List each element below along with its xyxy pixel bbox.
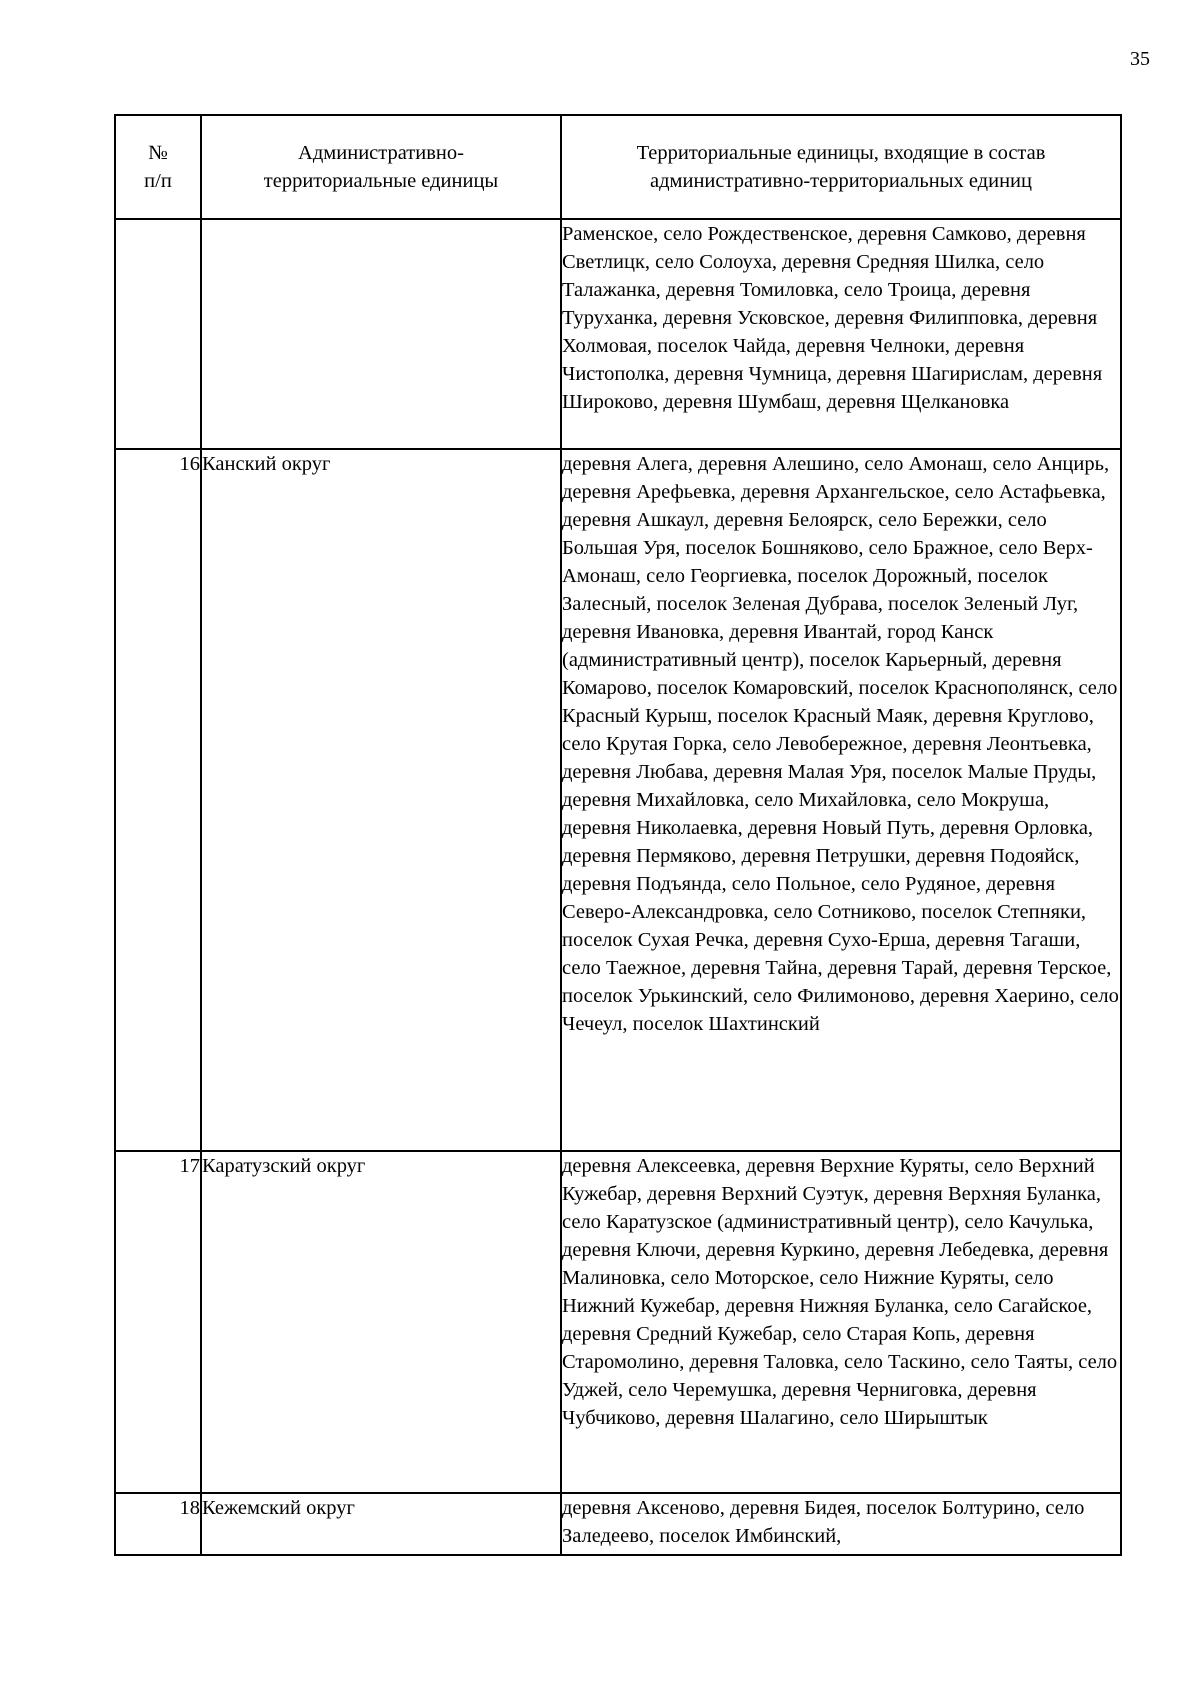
table-header-row — [115, 115, 1121, 219]
header-terr-line2: административно-территориальных единиц — [649, 170, 1032, 192]
header-admin-line2: территориальные единицы — [263, 170, 499, 192]
row-territories: деревня Алега, деревня Алешино, село Амонаш, село Анцирь, деревня Арефьевка, деревня Архангельское, село Астафьевка, деревня Ашкаул, деревня Белоярск, село Бережки, село Большая Уря, поселок Бошняково, село Бражное, село Верх-Амонаш, село Георгиевка, поселок Дорожный, поселок Залесный, поселок Зеленая Дубрава, поселок Зеленый Луг, деревня Ивановка, деревня Ивантай, город Канск (административный центр), поселок Карьерный, деревня Комарово, поселок Комаровский, поселок Краснополянск, село Красный Курыш, поселок Красный Маяк, деревня Круглово, село Крутая Горка, село Левобережное, деревня Леонтьевка, деревня Любава, деревня Малая Уря, поселок Малые Пруды, деревня Михайловка, село Михайловка, село Мокруша, деревня Николаевка, деревня Новый Путь, деревня Орловка, деревня Пермяково, деревня Петрушки, деревня Подояйск, деревня Подъянда, село Польное, село Рудяное, деревня Северо-Александровка, село Сотниково, поселок Степняки, поселок Сухая Речка, деревня Сухо-Ерша, деревня Тагаши, село Таежное, деревня Тайна, деревня Тарай, деревня Терское, поселок Урькинский, село Филимоново, деревня Хаерино, село Чечеул, поселок Шахтинский — [561, 449, 1121, 1151]
row-admin-unit: Канский округ — [201, 449, 561, 1151]
table-row — [115, 219, 1121, 449]
header-number-line1: № — [148, 142, 168, 164]
header-number-line2: п/п — [144, 170, 172, 192]
table-row — [115, 1151, 1121, 1493]
row-territories: деревня Алексеевка, деревня Верхние Куряты, село Верхний Кужебар, деревня Верхний Суэтук, деревня Верхняя Буланка, село Каратузское (административный центр), село Качулька, деревня Ключи, деревня Куркино, деревня Лебедевка, деревня Малиновка, село Моторское, село Нижние Куряты, село Нижний Кужебар, деревня Нижняя Буланка, село Сагайское, деревня Средний Кужебар, село Старая Копь, деревня Старомолино, деревня Таловка, село Таскино, село Таяты, село Уджей, село Черемушка, деревня Черниговка, деревня Чубчиково, деревня Шалагино, село Ширыштык — [561, 1151, 1121, 1493]
row-admin-unit: Каратузский округ — [201, 1151, 561, 1493]
row-admin-unit: Кежемский округ — [201, 1493, 561, 1555]
row-admin-unit — [201, 219, 561, 449]
header-admin-line1: Административно- — [298, 142, 464, 164]
header-admin-units — [201, 115, 561, 219]
table-row — [115, 1493, 1121, 1555]
table-row — [115, 449, 1121, 1151]
header-territorial-units — [561, 115, 1121, 219]
header-terr-line1: Территориальные единицы, входящие в состав — [636, 142, 1046, 164]
row-number: 18 — [115, 1493, 201, 1555]
page-number: 35 — [1130, 48, 1150, 70]
header-number — [115, 115, 201, 219]
row-number — [115, 219, 201, 449]
row-number: 17 — [115, 1151, 201, 1493]
row-territories: деревня Аксеново, деревня Бидея, поселок Болтурино, село Заледеево, поселок Имбинский, — [561, 1493, 1121, 1555]
row-territories: Раменское, село Рождественское, деревня Самково, деревня Светлицк, село Солоуха, деревня Средняя Шилка, село Талажанка, деревня Томиловка, село Троица, деревня Туруханка, деревня Усковское, деревня Филипповка, деревня Холмовая, поселок Чайда, деревня Челноки, деревня Чистополка, деревня Чумница, деревня Шагирислам, деревня Широково, деревня Шумбаш, деревня Щелкановка — [561, 219, 1121, 449]
territorial-units-table — [114, 114, 1122, 1556]
row-number: 16 — [115, 449, 201, 1151]
